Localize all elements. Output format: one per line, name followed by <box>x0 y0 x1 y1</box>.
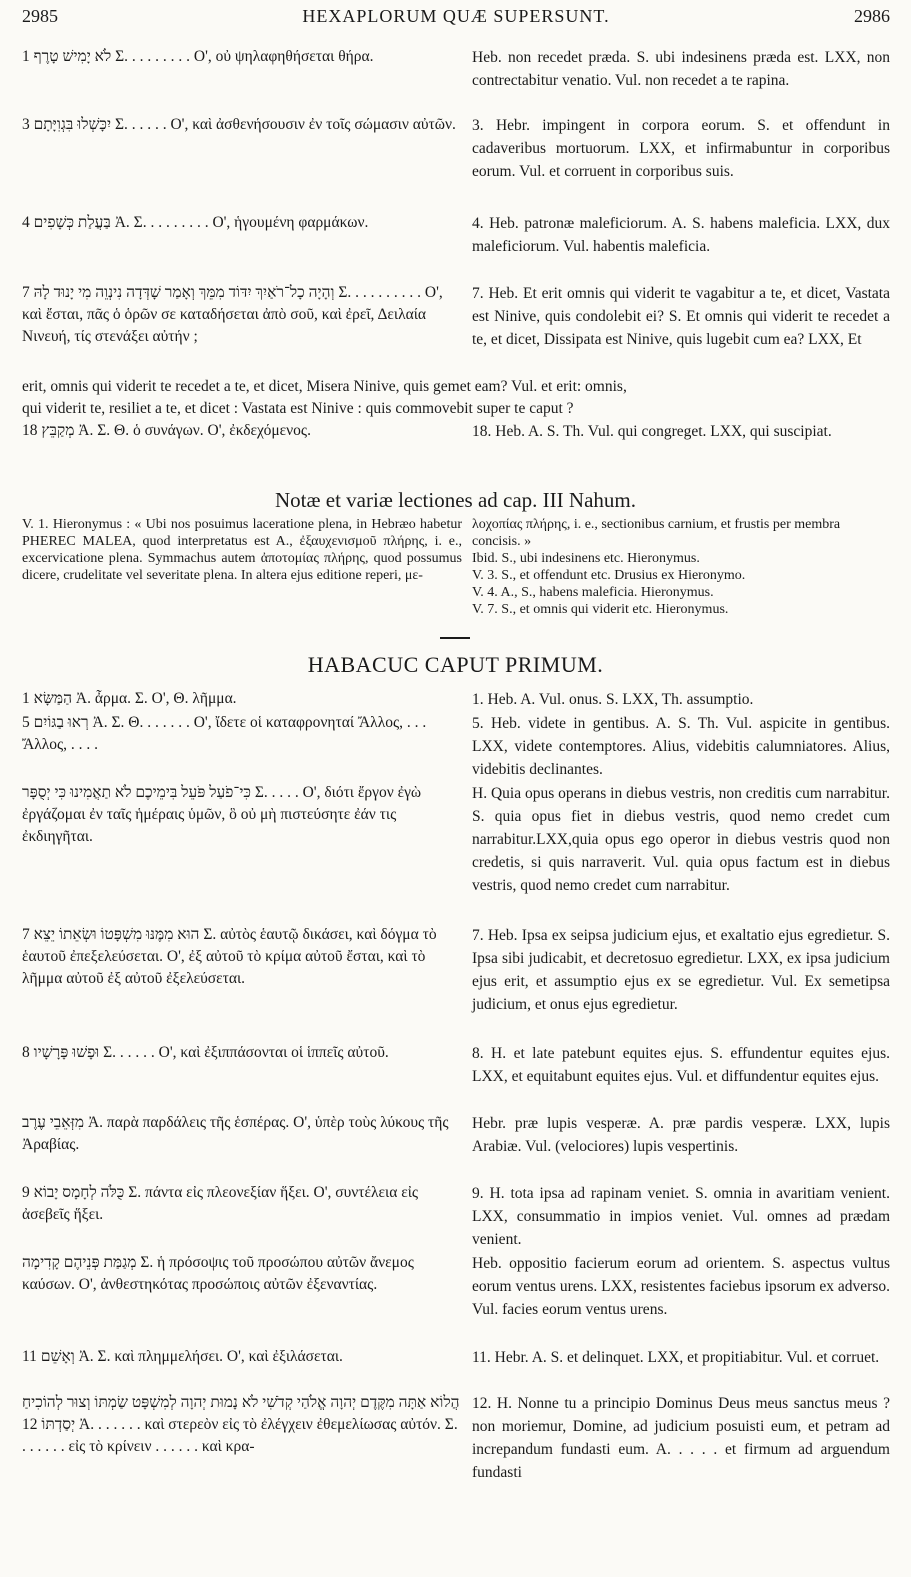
notes-right <box>472 516 890 618</box>
verse-row <box>22 688 890 712</box>
verse-row <box>22 782 890 924</box>
latin-column: 18. Heb. A. S. Th. Vul. qui congreget. LXX, qui suscipiat. <box>472 423 832 440</box>
latin-column: Heb. oppositio facierum eorum ad orientem. S. aspectus vultus eorum ventus urens. LXX, resistentes faciebus ipsorum ex adverso. Vul. facies eorum ventus urens. <box>472 1255 890 1318</box>
note-line: Ibid. S., ubi indesinens etc. Hieronymus. <box>472 551 700 566</box>
note-line: V. 3. S., et offendunt etc. Drusius ex Hieronymo. <box>472 568 746 583</box>
verse-row <box>22 1392 890 1492</box>
full-width-line: erit, omnis qui viderit te recedet a te, et dicet, Misera Ninive, quis gemet eam? Vul. et erit: omnis, <box>22 378 627 395</box>
verse-row <box>22 46 890 114</box>
latin-column: 7. Heb. Et erit omnis qui viderit te vagabitur a te, et dicet, Vastata est Ninive, quis condolebit ei? S. Et omnis qui viderit te recedet a te, et dicet, Dissipata est Ninive, quis lugebit cum ea? LXX, Et <box>472 285 890 348</box>
notes-left: V. 1. Hieronymus : « Ubi nos posuimus laceratione plena, in Hebræo habetur PHEREC MALEA, quod interpretatus est A., ἐξαυχενισμοῦ πλήρης, i. e., excervicatione plena. Symmachus autem ἀποτομίας πλήρης, quod possumus dicere, crudelitate vel severitate plena. In altera ejus editione reperi, με- <box>22 517 462 583</box>
notes-heading: Notæ et variæ lectiones ad cap. III Nahum. <box>275 488 636 512</box>
latin-column: Hebr. præ lupis vesperæ. A. præ pardis vesperæ. LXX, lupis Arabiæ. Vul. (velociores) lupis vespertinis. <box>472 1115 890 1155</box>
page-number-left: 2985 <box>22 6 58 26</box>
separator-rule <box>440 637 470 639</box>
hexapla-column: לֹא יָמִישׁ טָרֶף 1 Σ. . . . . . . . . Ο', οὐ ψηλαφηθήσεται θήρα. <box>22 48 374 65</box>
hexapla-column: רְאוּ בַגּוֹיִם 5 Ἀ. Σ. Θ. . . . . . . Ο', ἴδετε οἱ καταφρονηταί Ἄλλος, . . . Ἄλλος, . . . . <box>22 714 427 753</box>
latin-column: 9. H. tota ipsa ad rapinam veniet. S. omnia in avaritiam venient. LXX, consummatio in impios veniet. Vul. omnes ad prædam venient. <box>472 1185 890 1248</box>
notes-block <box>22 516 890 618</box>
verse-row <box>22 1182 890 1252</box>
verse-row <box>22 212 890 282</box>
hexapla-column: יִכָּשְׁלוּ בִּגְוִיָּתָם 3 Σ. . . . . . Ο', καὶ ἀσθενήσουσιν ἐν τοῖς σώμασιν αὐτῶν. <box>22 116 456 133</box>
verse-row <box>22 1042 890 1112</box>
note-line: V. 4. A., S., habens maleficia. Hieronymus. <box>472 585 714 600</box>
full-width-line: qui viderit te, resiliet a te, et dicet : Vastata est Ninive : quis commovebit super te caput ? <box>22 400 574 417</box>
hexapla-column: כִּי־פֹעַל פֹּעֵל בִּימֵיכֶם לֹא תַאֲמִינוּ כִּי יְסֻפָּר Σ. . . . . Ο', διότι ἔργον ἐγὼ ἐργάζομαι ἐν ταῖς ἡμέραις ὑμῶν, ὃ οὐ μὴ πιστεύσητε ἐάν τις ἐκδιηγῆται. <box>22 784 422 845</box>
hexapla-column: מִזְּאֵבֵי עֶרֶב Ἀ. παρὰ παρδάλεις τῆς ἑσπέρας. Ο', ὑπὲρ τοὺς λύκους τῆς Ἀραβίας. <box>22 1114 449 1153</box>
verse-row <box>22 712 890 782</box>
latin-column: 4. Heb. patronæ maleficiorum. A. S. habens maleficia. LXX, dux maleficiorum. Vul. habentis maleficia. <box>472 215 890 255</box>
page-number-right: 2986 <box>854 6 890 26</box>
latin-column: 5. Heb. videte in gentibus. A. S. Th. Vul. aspicite in gentibus. LXX, videte contemptores. Alius, videbitis calumniatores. Alius, videbitis declinantes. <box>472 715 890 778</box>
hexapla-column: הוּא מִמֶּנּוּ מִשְׁפָּטוֹ וּשְׂאֵתוֹ יֵצֵא 7 Σ. αὐτὸς ἑαυτῷ δικάσει, καὶ δόγμα τὸ ἑαυτοῦ ἐπεξελεύσεται. Ο', ἐξ αὐτοῦ τὸ κρίμα αὐτοῦ ἔσται, καὶ τὸ λῆμμα αὐτοῦ ἐξ αὐτοῦ ἐξελεύσεται. <box>22 926 437 987</box>
hexapla-column: מְגַמַּת פְּנֵיהֶם קָדִימָה Σ. ἡ πρόσοψις τοῦ προσώπου αὐτῶν ἄνεμος καύσων. Ο', ἀνθεστηκότας προσώποις αὐτῶν ἐξεναντίας. <box>22 1254 414 1293</box>
verse-row <box>22 1252 890 1346</box>
latin-column: 11. Hebr. A. S. et delinquet. LXX, et propitiabitur. Vul. et corruet. <box>472 1349 880 1366</box>
hexapla-column: וְהָיָה כָל־רֹאַיִךְ יִדּוֹד מִמֵּךְ וְאָמַר שָׁדְּדָה נִינְוֵה מִי יָנוּד לָהּ 7 Σ. . . . . . . . . . Ο', καὶ ἔσται, πᾶς ὁ ὁρῶν σε καταδήσεται ἀπὸ σοῦ, καὶ ἐρεῖ, Δειλαία Νινευή, τίς στενάξει αὐτήν ; <box>22 284 443 345</box>
latin-column: 7. Heb. Ipsa ex seipsa judicium ejus, et exaltatio ejus egredietur. S. Ipsa sibi judicabit, et decretosuo egredietur. LXX, ex ipsa judicium ejus erit, et assumptio ejus ex se egredietur. Vul. Ex semetipsa judicium, et onus ejus egredietur. <box>472 927 890 1013</box>
verse-row <box>22 282 890 376</box>
hexapla-column: וְאָשֵׁם 11 Ἀ. Σ. καὶ πλημμελήσει. Ο', καὶ ἐξιλάσεται. <box>22 1348 343 1365</box>
note-line: V. 7. S., et omnis qui viderit etc. Hieronymus. <box>472 602 729 617</box>
latin-column: Heb. non recedet præda. S. ubi indesinens præda est. LXX, non contrectabitur venatio. Vul. non recedet a te rapina. <box>472 49 890 89</box>
latin-column: 3. Hebr. impingent in corpora eorum. S. et offendunt in cadaveribus mortuorum. LXX, et infirmabuntur in corporibus eorum. Vul. et corruent in corporibus suis. <box>472 117 890 180</box>
hexapla-column: מְקַבֵּץ 18 Ἀ. Σ. Θ. ὁ συνάγων. Ο', ἐκδεχόμενος. <box>22 422 311 439</box>
hexapla-column: הַמַּשָּׂא 1 Ἀ. ἆρμα. Σ. Ο', Θ. λῆμμα. <box>22 690 237 707</box>
verse-row <box>22 420 890 468</box>
verse-row <box>22 1112 890 1182</box>
running-head <box>22 6 890 32</box>
latin-column: 8. H. et late patebunt equites ejus. S. effundentur equites ejus. LXX, et equitabunt equites ejus. Vul. et diffundentur equites ejus. <box>472 1045 890 1085</box>
hexapla-column: וּפָשׁוּ פָּרָשָׁיו 8 Σ. . . . . . Ο', καὶ ἐξιππάσονται οἱ ἱππεῖς αὐτοῦ. <box>22 1044 389 1061</box>
note-line: λοχοπίας πλήρης, i. e., sectionibus carnium, et frustis per membra concisis. » <box>472 517 841 549</box>
nahum-section <box>22 46 890 468</box>
habacuc-section <box>22 688 890 1492</box>
verse-row <box>22 924 890 1042</box>
verse-row <box>22 1346 890 1392</box>
latin-column: 12. H. Nonne tu a principio Dominus Deus meus sanctus meus ? non moriemur, Domine, ad judicium posuisti eum, et petram ad increpandum fundasti eum. A. . . . . et firmum ad arguendum fundasti <box>472 1395 890 1481</box>
chapter-heading: HABACUC CAPUT PRIMUM. <box>307 652 604 677</box>
hexapla-column: הֲלוֹא אַתָּה מִקֶּדֶם יְהוָה אֱלֹהַי קְדֹשִׁי לֹא נָמוּת יְהוָה לְמִשְׁפָּט שַׂמְתּוֹ וְצוּר לְהוֹכִיחַ יְסַדְתּוֹ 12 Ἀ. . . . . . . καὶ στερεὸν εἰς τὸ ἐλέγχειν ἐθεμελίωσας αὐτόν. Σ. . . . . . . εἰς τὸ κρίνειν . . . . . . καὶ κρα- <box>22 1394 460 1455</box>
latin-column: 1. Heb. A. Vul. onus. S. LXX, Th. assumptio. <box>472 691 754 708</box>
verse-row <box>22 114 890 212</box>
hexapla-column: בַּעֲלַת כְּשָׁפִים 4 Ἀ. Σ. . . . . . . . . Ο', ἡγουμένη φαρμάκων. <box>22 214 369 231</box>
latin-column: H. Quia opus operans in diebus vestris, non creditis cum narrabitur. S. quia opus fiet in diebus vestris, quod nemo credet cum narrabitur.LXX,quia opus ego operor in diebus vestris quod non credetis, si quis narraverit. Vul. quia opus factum est in diebus vestris, quod nemo credet cum narrabitur. <box>472 785 890 894</box>
page-title: HEXAPLORUM QUÆ SUPERSUNT. <box>302 6 610 26</box>
hexapla-column: כֻּלֹּה לְחָמָס יָבוֹא 9 Σ. πάντα εἰς πλεονεξίαν ἥξει. Ο', συντέλεια εἰς ἀσεβεῖς ἥξει. <box>22 1184 419 1223</box>
